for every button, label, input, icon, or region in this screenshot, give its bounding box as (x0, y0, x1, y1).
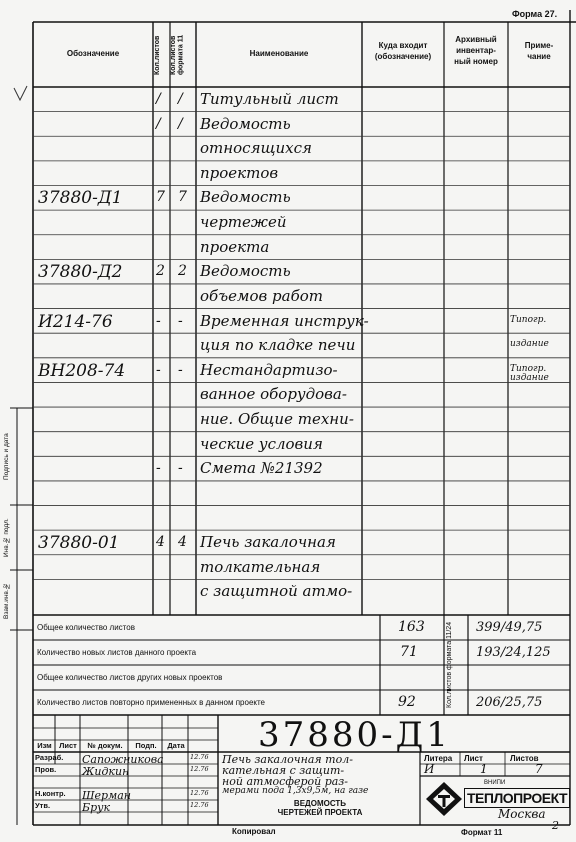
table-row (0, 136, 576, 161)
row-sheet-count-format: 7 (178, 189, 187, 206)
row-sheet-count: / (156, 91, 161, 107)
row-name: ванное оборудова- (200, 385, 347, 404)
row-name: Ведомость (200, 114, 291, 133)
row-name: проекта (200, 237, 270, 256)
row-note: Типогр. (510, 314, 547, 325)
header-sheet-count: Кол.листов (154, 35, 161, 75)
stamp-title-printed-line1: ВЕДОМОСТЬ (293, 799, 347, 808)
table-row (0, 530, 576, 555)
table-row (0, 432, 576, 457)
row-name: Ведомость (200, 188, 291, 207)
table-row (0, 382, 576, 407)
stamp-role-name: Шерман (82, 789, 132, 802)
row-name: Печь закалочная (200, 533, 336, 552)
sheet-label: Лист (464, 754, 483, 763)
total-format-reused: 206/25,75 (476, 695, 543, 710)
row-name: ция по кладке печи (200, 336, 356, 355)
header-designation: Обозначение (66, 49, 120, 58)
document-code: 37880-Д1 (258, 715, 451, 755)
header-name: Наименование (249, 49, 309, 58)
table-row (0, 579, 576, 604)
table-row (0, 407, 576, 432)
total-value-new: 71 (400, 644, 418, 660)
stamp-title-line1: Печь закалочная тол- (222, 753, 353, 766)
table-row (0, 333, 576, 358)
header-archive-line3: ный номер (454, 57, 498, 67)
footer-copied: Копировал (232, 827, 276, 836)
row-sheet-count-format: / (178, 115, 183, 132)
stamp-header-change: Изм (37, 741, 52, 750)
header-archive (444, 34, 508, 68)
row-designation: 37880-01 (38, 533, 120, 554)
row-note: Типогр. издание (510, 363, 549, 384)
table-row (0, 87, 576, 112)
stamp-role-date: 12.76 (190, 801, 209, 809)
litera-value: И (424, 762, 435, 776)
stamp-title-line2: кательная с защит- (222, 764, 345, 777)
row-designation: 37880-Д1 (38, 188, 123, 209)
side-label-inventory: Инв.№ подл. (3, 518, 10, 558)
totals-vertical-label: Кол.листов формата 11/24 (446, 621, 453, 709)
stamp-role-label: Разраб. (35, 753, 64, 762)
stamp-role-date: 12.76 (190, 789, 209, 797)
stamp-role-name: Сапожникова (82, 753, 164, 766)
row-sheet-count: - (156, 312, 161, 329)
header-note-line2: чание (527, 52, 551, 62)
table-row (0, 185, 576, 210)
row-name: объемов работ (200, 286, 323, 305)
stamp-header-sign: Подп. (135, 741, 157, 750)
stamp-role-label: Пров. (35, 765, 57, 774)
row-name: Нестандартизо- (200, 360, 338, 379)
total-label-other: Общее количество листов других новых проектов (37, 673, 223, 682)
table-row (0, 456, 576, 481)
row-name: Титульный лист (200, 90, 339, 108)
header-included-in-line2: (обозначение) (374, 52, 432, 62)
row-name: относящихся (200, 139, 312, 158)
row-designation: 37880-Д2 (38, 262, 123, 283)
stamp-role-name: Брук (82, 801, 111, 814)
stamp-header-docnum: № докум. (87, 741, 123, 750)
stamp-header-sheet: Лист (59, 741, 77, 750)
row-name: Ведомость (200, 262, 291, 281)
organization-name: ТЕПЛОПРОЕКТ (464, 788, 570, 808)
form-label: Форма 27. (512, 9, 558, 19)
row-designation: ВН208-74 (38, 360, 126, 381)
sheets-label: Листов (510, 754, 539, 763)
sheet-value: 1 (480, 762, 488, 776)
stamp-role-label: Н.контр. (35, 789, 66, 798)
footer-format-suffix: 2 (552, 819, 559, 832)
row-sheet-count-format: - (178, 460, 183, 477)
stamp-title-line4: мерами пода 1,3х9,5м, на газе (222, 786, 369, 796)
header-archive-line1: Архивный (455, 35, 497, 44)
row-name: проектов (200, 163, 279, 182)
table-row (0, 235, 576, 260)
row-sheet-count: - (156, 460, 161, 477)
table-row (0, 309, 576, 334)
total-format-new: 193/24,125 (476, 645, 551, 660)
row-name: ческие условия (200, 434, 323, 453)
header-included-in-line1: Куда входит (378, 41, 428, 50)
row-sheet-count-format: 4 (178, 534, 187, 551)
header-note-line1: Приме- (524, 41, 554, 50)
side-label-signature: Подпись и дата (3, 433, 10, 481)
stamp-role-date: 12.76 (190, 765, 209, 773)
row-name: ние. Общие техни- (200, 410, 354, 429)
organization-logo-icon (424, 780, 464, 818)
footer-format: Формат 11 (461, 828, 503, 837)
row-sheet-count: / (156, 115, 161, 132)
header-note (508, 40, 570, 62)
row-sheet-count: 2 (156, 263, 165, 280)
stamp-role-label: Утв. (35, 801, 51, 810)
stamp-title-handwritten (222, 754, 368, 796)
stamp-title-line3: ной атмосферой раз- (222, 775, 349, 788)
header-included-in (362, 40, 444, 62)
total-value-all: 163 (398, 619, 425, 635)
sheets-value: 7 (535, 762, 543, 776)
row-designation: И214-76 (38, 311, 113, 332)
row-name: Временная инструк- (200, 311, 369, 330)
row-note: издание (510, 339, 549, 350)
table-row (0, 481, 576, 506)
organization-small: ВНИПИ (484, 780, 506, 786)
stamp-role-date: 12.76 (190, 753, 209, 761)
row-sheet-count: 4 (156, 534, 165, 551)
side-label-replacement: Взам.инв.№ (3, 582, 10, 619)
stamp-title-printed-line2: ЧЕРТЕЖЕЙ ПРОЕКТА (277, 807, 363, 817)
row-sheet-count: - (156, 361, 161, 378)
row-sheet-count-format: 2 (178, 263, 187, 280)
stamp-header-date: Дата (167, 741, 185, 750)
table-row (0, 259, 576, 284)
total-value-reused: 92 (398, 694, 416, 710)
total-label-new: Количество новых листов данного проекта (37, 648, 197, 657)
litera-label: Литера (424, 754, 453, 763)
table-row (0, 555, 576, 580)
header-archive-line2: инвентар- (456, 46, 496, 56)
row-name: толкательная (200, 557, 321, 576)
stamp-role-name: Жидкин (82, 765, 130, 778)
total-label-all: Общее количество листов (37, 623, 135, 632)
table-row (0, 506, 576, 531)
organization-city: Москва (498, 807, 546, 821)
row-sheet-count-format: - (178, 312, 183, 329)
table-row (0, 161, 576, 186)
row-name: с защитной атмо- (200, 582, 353, 601)
row-sheet-count-format: - (178, 361, 183, 378)
row-name: Смета №21392 (200, 459, 323, 478)
row-sheet-count: 7 (156, 189, 165, 206)
row-sheet-count-format: / (178, 91, 183, 107)
total-format-all: 399/49,75 (476, 620, 543, 635)
table-row (0, 284, 576, 309)
header-sheet-count-format: Кол.листов формата 11 (170, 34, 185, 76)
row-name: чертежей (200, 213, 287, 232)
table-row (0, 358, 576, 383)
table-row (0, 112, 576, 137)
total-label-reused: Количество листов повторно примененных в данном проекте (37, 698, 265, 707)
table-row (0, 210, 576, 235)
stamp-title-printed (222, 800, 418, 818)
